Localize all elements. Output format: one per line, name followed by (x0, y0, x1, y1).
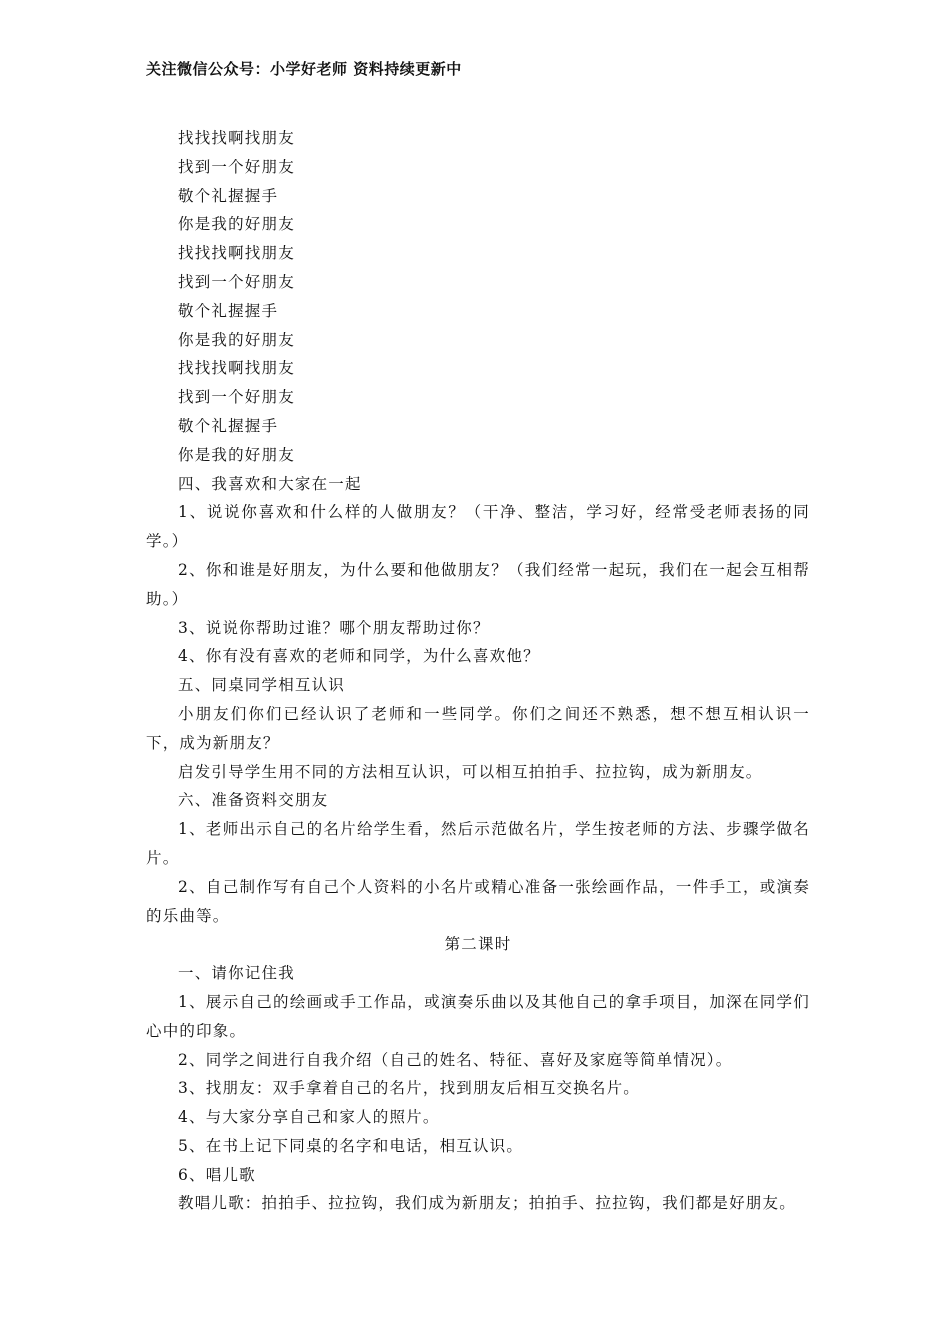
list-item: 5、在书上记下同桌的名字和电话，相互认识。 (178, 1136, 524, 1155)
lyric-line: 找找找啊找朋友 (178, 359, 295, 378)
list-item: 1、说说你喜欢和什么样的人做朋友？（干净、整洁，学习好，经常受老师表扬的同学。） (146, 503, 810, 551)
lesson-title: 第二课时 (444, 935, 512, 954)
section-heading: 六、准备资料交朋友 (178, 791, 329, 810)
lyric-line: 敬个礼握握手 (178, 416, 279, 435)
section-heading: 四、我喜欢和大家在一起 (178, 474, 362, 493)
lyric-line: 你是我的好朋友 (178, 215, 295, 234)
lyric-line: 找到一个好朋友 (178, 388, 295, 407)
lyric-line: 找找找啊找朋友 (178, 244, 295, 263)
lyric-line: 找找找啊找朋友 (178, 129, 295, 147)
list-item: 3、找朋友：双手拿着自己的名片，找到朋友后相互交换名片。 (178, 1079, 640, 1098)
list-item: 4、你有没有喜欢的老师和同学，为什么喜欢他？ (178, 647, 540, 666)
list-item: 2、自己制作写有自己个人资料的小名片或精心准备一张绘画作品，一件手工，或演奏的乐曲等。 (146, 877, 810, 925)
document-body (146, 124, 810, 1218)
list-item: 教唱儿歌：拍拍手、拉拉钩，我们成为新朋友；拍拍手、拉拉钩，我们都是好朋友。 (178, 1194, 796, 1213)
section-heading: 一、请你记住我 (178, 964, 295, 983)
lyric-line: 你是我的好朋友 (178, 445, 295, 464)
lyric-line: 你是我的好朋友 (178, 330, 295, 349)
lyric-line: 找到一个好朋友 (178, 272, 295, 291)
list-item: 1、老师出示自己的名片给学生看，然后示范做名片，学生按老师的方法、步骤学做名片。 (146, 820, 810, 867)
list-item: 2、同学之间进行自我介绍（自己的姓名、特征、喜好及家庭等简单情况）。 (178, 1050, 733, 1069)
paragraph: 启发引导学生用不同的方法相互认识，可以相互拍拍手、拉拉钩，成为新朋友。 (178, 762, 763, 781)
lyric-line: 敬个礼握握手 (178, 186, 279, 205)
page-header: 关注微信公众号：小学好老师 资料持续更新中 (146, 60, 462, 78)
paragraph: 小朋友们你们已经认识了老师和一些同学。你们之间还不熟悉，想不想互相认识一下，成为新朋友？ (146, 704, 810, 752)
list-item: 4、与大家分享自己和家人的照片。 (178, 1108, 440, 1127)
lyric-line: 找到一个好朋友 (178, 157, 295, 176)
lyric-line: 敬个礼握握手 (178, 301, 279, 320)
list-item: 3、说说你帮助过谁？哪个朋友帮助过你？ (178, 618, 490, 637)
list-item: 2、你和谁是好朋友，为什么要和他做朋友？（我们经常一起玩，我们在一起会互相帮助。） (146, 560, 810, 608)
section-heading: 五、同桌同学相互认识 (178, 676, 346, 695)
list-item: 1、展示自己的绘画或手工作品，或演奏乐曲以及其他自己的拿手项目，加深在同学们心中的印象。 (146, 992, 810, 1040)
list-item: 6、唱儿歌 (178, 1165, 256, 1184)
